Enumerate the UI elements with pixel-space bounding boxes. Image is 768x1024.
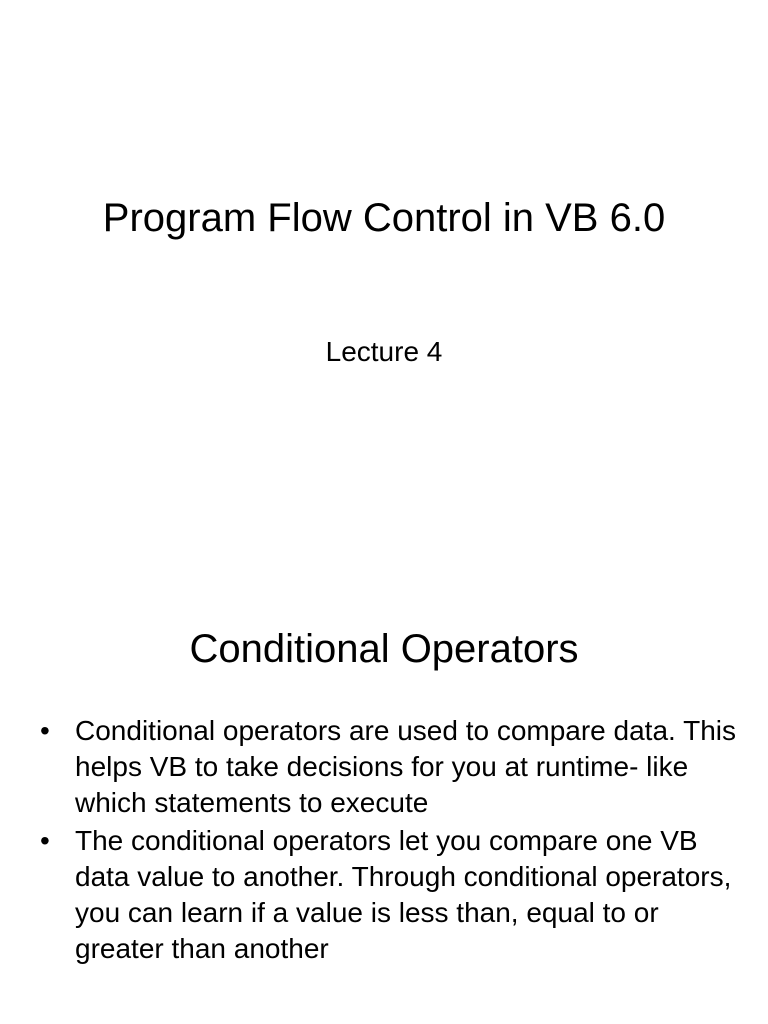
bullet-item <box>38 713 738 821</box>
slide-title: Program Flow Control in VB 6.0 <box>102 196 666 240</box>
bullet-icon: • <box>40 825 50 856</box>
slide-heading: Conditional Operators <box>189 627 579 671</box>
bullet-item <box>38 823 738 967</box>
bullet-icon: • <box>40 715 50 746</box>
bullet-list <box>38 713 738 969</box>
bullet-text: The conditional operators let you compare one VB data value to another. Through conditional operators, you can learn if a value is less than, equal to or greater than another <box>75 825 732 964</box>
bullet-text: Conditional operators are used to compare data. This helps VB to take decisions for you at runtime- like which statements to execute <box>75 715 736 818</box>
content-slide <box>0 576 768 1024</box>
slide-subtitle: Lecture 4 <box>325 336 443 367</box>
